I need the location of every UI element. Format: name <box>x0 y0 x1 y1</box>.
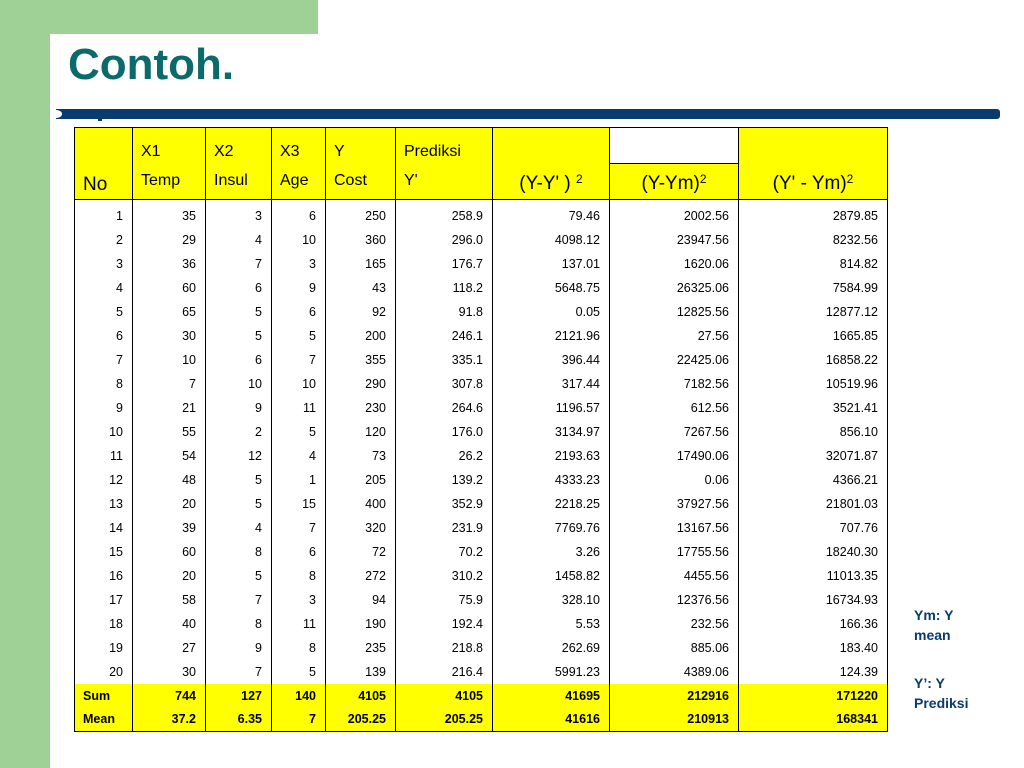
table-row <box>75 468 888 492</box>
cell-x1-temp: 7 <box>133 372 206 396</box>
header-total-sq-main: (Y-Ym) <box>641 173 700 194</box>
cell-total-sq: 885.06 <box>610 636 739 660</box>
cell-y-cost: 72 <box>326 540 396 564</box>
header-y <box>326 128 396 200</box>
divider-tip <box>50 110 62 118</box>
cell-y-pred: 246.1 <box>396 324 493 348</box>
cell-x1-temp: 39 <box>133 516 206 540</box>
cell-total-sq: 4389.06 <box>610 660 739 684</box>
cell-regression-sq: 18240.30 <box>739 540 888 564</box>
cell-x3-age: 11 <box>272 612 326 636</box>
mean-cell-residual-sq: 41616 <box>493 708 610 732</box>
cell-x1-temp: 60 <box>133 276 206 300</box>
table-row <box>75 228 888 252</box>
cell-residual-sq: 2121.96 <box>493 324 610 348</box>
cell-total-sq: 612.56 <box>610 396 739 420</box>
header-x2 <box>206 128 272 200</box>
header-prediksi-bottom: Y' <box>404 172 418 189</box>
cell-y-cost: 272 <box>326 564 396 588</box>
mean-cell-regression-sq: 168341 <box>739 708 888 732</box>
cell-no: 6 <box>75 324 133 348</box>
cell-x2-insul: 5 <box>206 468 272 492</box>
cell-x2-insul: 2 <box>206 420 272 444</box>
header-regression-sq-exp: 2 <box>846 172 854 186</box>
cell-regression-sq: 32071.87 <box>739 444 888 468</box>
cell-residual-sq: 396.44 <box>493 348 610 372</box>
cell-no: 14 <box>75 516 133 540</box>
header-prediksi-top: Prediksi <box>404 143 461 160</box>
cell-y-pred: 218.8 <box>396 636 493 660</box>
cell-no: 13 <box>75 492 133 516</box>
sum-cell-x3-age: 140 <box>272 684 326 708</box>
cell-total-sq: 1620.06 <box>610 252 739 276</box>
cell-x2-insul: 5 <box>206 300 272 324</box>
cell-regression-sq: 11013.35 <box>739 564 888 588</box>
cell-y-cost: 92 <box>326 300 396 324</box>
header-no: No <box>75 128 133 200</box>
cell-total-sq: 26325.06 <box>610 276 739 300</box>
note-yprime-line1: Y’: Y <box>914 675 945 691</box>
cell-no: 9 <box>75 396 133 420</box>
cell-regression-sq: 4366.21 <box>739 468 888 492</box>
cell-regression-sq: 183.40 <box>739 636 888 660</box>
cell-y-cost: 120 <box>326 420 396 444</box>
cell-residual-sq: 3134.97 <box>493 420 610 444</box>
cell-regression-sq: 7584.99 <box>739 276 888 300</box>
mean-cell-x1-temp: 37.2 <box>133 708 206 732</box>
header-y-label: Cost <box>334 172 367 189</box>
cell-no: 8 <box>75 372 133 396</box>
table-row <box>75 516 888 540</box>
mean-cell-no: Mean <box>75 708 133 732</box>
cell-regression-sq: 707.76 <box>739 516 888 540</box>
cell-total-sq: 37927.56 <box>610 492 739 516</box>
cell-total-sq: 13167.56 <box>610 516 739 540</box>
cell-no: 16 <box>75 564 133 588</box>
cell-x1-temp: 27 <box>133 636 206 660</box>
cell-y-pred: 75.9 <box>396 588 493 612</box>
cell-y-cost: 360 <box>326 228 396 252</box>
cell-x1-temp: 20 <box>133 492 206 516</box>
sum-row <box>75 684 888 708</box>
cell-y-pred: 310.2 <box>396 564 493 588</box>
table-row <box>75 324 888 348</box>
header-blank-cell <box>610 128 738 164</box>
cell-x3-age: 1 <box>272 468 326 492</box>
cell-regression-sq: 10519.96 <box>739 372 888 396</box>
cell-residual-sq: 7769.76 <box>493 516 610 540</box>
table-row <box>75 396 888 420</box>
cell-x1-temp: 20 <box>133 564 206 588</box>
cell-no: 1 <box>75 200 133 228</box>
cell-x3-age: 11 <box>272 396 326 420</box>
cell-total-sq: 23947.56 <box>610 228 739 252</box>
note-ym-line1: Ym: Y <box>914 607 954 623</box>
cell-x2-insul: 3 <box>206 200 272 228</box>
table-row <box>75 348 888 372</box>
cell-residual-sq: 0.05 <box>493 300 610 324</box>
cell-y-pred: 70.2 <box>396 540 493 564</box>
cell-x1-temp: 54 <box>133 444 206 468</box>
cell-x3-age: 7 <box>272 516 326 540</box>
header-y-code: Y <box>334 143 345 160</box>
header-regression-sq-main: (Y' - Ym) <box>772 173 847 194</box>
sum-cell-residual-sq: 41695 <box>493 684 610 708</box>
cell-no: 4 <box>75 276 133 300</box>
cell-x2-insul: 9 <box>206 396 272 420</box>
table-row <box>75 492 888 516</box>
cell-total-sq: 2002.56 <box>610 200 739 228</box>
cell-y-cost: 139 <box>326 660 396 684</box>
cell-x3-age: 9 <box>272 276 326 300</box>
cell-residual-sq: 79.46 <box>493 200 610 228</box>
cell-regression-sq: 16734.93 <box>739 588 888 612</box>
cell-residual-sq: 262.69 <box>493 636 610 660</box>
header-residual-sq <box>493 128 610 200</box>
cell-regression-sq: 124.39 <box>739 660 888 684</box>
cell-x2-insul: 5 <box>206 324 272 348</box>
cell-y-cost: 250 <box>326 200 396 228</box>
cell-y-pred: 231.9 <box>396 516 493 540</box>
cell-x3-age: 5 <box>272 324 326 348</box>
mean-cell-total-sq: 210913 <box>610 708 739 732</box>
cell-x2-insul: 5 <box>206 492 272 516</box>
cell-x3-age: 5 <box>272 420 326 444</box>
cell-total-sq: 7267.56 <box>610 420 739 444</box>
cell-y-pred: 352.9 <box>396 492 493 516</box>
cell-residual-sq: 1196.57 <box>493 396 610 420</box>
cell-no: 11 <box>75 444 133 468</box>
cell-x2-insul: 8 <box>206 612 272 636</box>
cell-residual-sq: 328.10 <box>493 588 610 612</box>
header-regression-sq <box>739 128 888 200</box>
cell-total-sq: 4455.56 <box>610 564 739 588</box>
cell-x1-temp: 58 <box>133 588 206 612</box>
cell-x2-insul: 6 <box>206 348 272 372</box>
cell-residual-sq: 317.44 <box>493 372 610 396</box>
cell-total-sq: 17490.06 <box>610 444 739 468</box>
cell-x3-age: 10 <box>272 228 326 252</box>
cell-regression-sq: 16858.22 <box>739 348 888 372</box>
cell-x2-insul: 8 <box>206 540 272 564</box>
cell-x3-age: 8 <box>272 636 326 660</box>
cell-y-cost: 235 <box>326 636 396 660</box>
sum-cell-x1-temp: 744 <box>133 684 206 708</box>
cell-y-cost: 205 <box>326 468 396 492</box>
cell-y-cost: 290 <box>326 372 396 396</box>
table-row <box>75 564 888 588</box>
regression-table <box>74 127 888 732</box>
cell-regression-sq: 12877.12 <box>739 300 888 324</box>
cell-x2-insul: 6 <box>206 276 272 300</box>
header-x1 <box>133 128 206 200</box>
mean-cell-x3-age: 7 <box>272 708 326 732</box>
mean-cell-x2-insul: 6.35 <box>206 708 272 732</box>
cell-x1-temp: 30 <box>133 324 206 348</box>
header-total-sq <box>610 128 739 200</box>
cell-no: 18 <box>75 612 133 636</box>
header-x3 <box>272 128 326 200</box>
cell-x3-age: 6 <box>272 540 326 564</box>
cell-no: 3 <box>75 252 133 276</box>
cell-y-pred: 139.2 <box>396 468 493 492</box>
cell-y-cost: 94 <box>326 588 396 612</box>
cell-total-sq: 17755.56 <box>610 540 739 564</box>
table-row <box>75 300 888 324</box>
table-row <box>75 252 888 276</box>
cell-residual-sq: 4333.23 <box>493 468 610 492</box>
sum-cell-regression-sq: 171220 <box>739 684 888 708</box>
cell-x3-age: 15 <box>272 492 326 516</box>
cell-x2-insul: 7 <box>206 588 272 612</box>
cell-y-cost: 230 <box>326 396 396 420</box>
cell-x2-insul: 12 <box>206 444 272 468</box>
cell-x1-temp: 40 <box>133 612 206 636</box>
table-row <box>75 540 888 564</box>
cell-y-cost: 73 <box>326 444 396 468</box>
cell-y-pred: 307.8 <box>396 372 493 396</box>
header-total-sq-exp: 2 <box>699 172 707 186</box>
cell-y-pred: 118.2 <box>396 276 493 300</box>
cell-no: 12 <box>75 468 133 492</box>
header-x1-label: Temp <box>141 172 181 189</box>
slide-title: Contoh. <box>68 40 235 89</box>
cell-y-cost: 200 <box>326 324 396 348</box>
header-x2-label: Insul <box>214 172 248 189</box>
cell-residual-sq: 5.53 <box>493 612 610 636</box>
cell-x1-temp: 30 <box>133 660 206 684</box>
cell-no: 7 <box>75 348 133 372</box>
title-divider <box>56 109 1000 119</box>
cell-x2-insul: 7 <box>206 252 272 276</box>
cell-residual-sq: 2218.25 <box>493 492 610 516</box>
cell-regression-sq: 2879.85 <box>739 200 888 228</box>
cell-x1-temp: 21 <box>133 396 206 420</box>
cell-y-cost: 400 <box>326 492 396 516</box>
cell-x3-age: 6 <box>272 200 326 228</box>
left-accent-bar <box>0 0 50 768</box>
note-ym-line2: mean <box>914 627 951 643</box>
cell-x1-temp: 60 <box>133 540 206 564</box>
top-accent-block <box>50 0 318 34</box>
cell-y-pred: 296.0 <box>396 228 493 252</box>
table-row <box>75 588 888 612</box>
cell-x3-age: 5 <box>272 660 326 684</box>
cell-y-pred: 258.9 <box>396 200 493 228</box>
cell-regression-sq: 1665.85 <box>739 324 888 348</box>
sum-cell-total-sq: 212916 <box>610 684 739 708</box>
cell-x3-age: 4 <box>272 444 326 468</box>
header-prediksi <box>396 128 493 200</box>
sum-cell-no: Sum <box>75 684 133 708</box>
note-yprime <box>914 673 1014 713</box>
divider-tick <box>98 119 102 121</box>
table-row <box>75 420 888 444</box>
cell-x2-insul: 9 <box>206 636 272 660</box>
cell-total-sq: 12825.56 <box>610 300 739 324</box>
cell-total-sq: 22425.06 <box>610 348 739 372</box>
cell-x1-temp: 35 <box>133 200 206 228</box>
header-x2-code: X2 <box>214 143 234 160</box>
table-header-row <box>75 128 888 200</box>
mean-cell-y-cost: 205.25 <box>326 708 396 732</box>
cell-no: 5 <box>75 300 133 324</box>
cell-x1-temp: 10 <box>133 348 206 372</box>
cell-total-sq: 7182.56 <box>610 372 739 396</box>
cell-y-cost: 320 <box>326 516 396 540</box>
cell-residual-sq: 2193.63 <box>493 444 610 468</box>
table-row <box>75 372 888 396</box>
mean-cell-y-pred: 205.25 <box>396 708 493 732</box>
cell-x3-age: 3 <box>272 252 326 276</box>
cell-y-pred: 91.8 <box>396 300 493 324</box>
cell-residual-sq: 4098.12 <box>493 228 610 252</box>
cell-y-cost: 190 <box>326 612 396 636</box>
cell-x2-insul: 5 <box>206 564 272 588</box>
cell-y-cost: 355 <box>326 348 396 372</box>
header-x3-code: X3 <box>280 143 300 160</box>
table-row <box>75 636 888 660</box>
cell-total-sq: 12376.56 <box>610 588 739 612</box>
cell-regression-sq: 166.36 <box>739 612 888 636</box>
cell-y-pred: 26.2 <box>396 444 493 468</box>
cell-x3-age: 7 <box>272 348 326 372</box>
cell-regression-sq: 3521.41 <box>739 396 888 420</box>
cell-no: 15 <box>75 540 133 564</box>
cell-x3-age: 10 <box>272 372 326 396</box>
cell-regression-sq: 856.10 <box>739 420 888 444</box>
mean-row <box>75 708 888 732</box>
cell-x1-temp: 48 <box>133 468 206 492</box>
cell-total-sq: 0.06 <box>610 468 739 492</box>
sum-cell-y-cost: 4105 <box>326 684 396 708</box>
table-row <box>75 612 888 636</box>
cell-residual-sq: 3.26 <box>493 540 610 564</box>
cell-y-pred: 176.0 <box>396 420 493 444</box>
cell-no: 17 <box>75 588 133 612</box>
cell-residual-sq: 137.01 <box>493 252 610 276</box>
cell-regression-sq: 814.82 <box>739 252 888 276</box>
cell-x3-age: 6 <box>272 300 326 324</box>
note-yprime-line2: Prediksi <box>914 695 969 711</box>
header-x3-label: Age <box>280 172 309 189</box>
cell-regression-sq: 8232.56 <box>739 228 888 252</box>
cell-no: 2 <box>75 228 133 252</box>
cell-y-cost: 165 <box>326 252 396 276</box>
header-residual-sq-exp: 2 <box>576 172 583 186</box>
cell-residual-sq: 5648.75 <box>493 276 610 300</box>
cell-y-pred: 335.1 <box>396 348 493 372</box>
cell-x3-age: 8 <box>272 564 326 588</box>
cell-no: 10 <box>75 420 133 444</box>
cell-x1-temp: 55 <box>133 420 206 444</box>
cell-regression-sq: 21801.03 <box>739 492 888 516</box>
cell-x1-temp: 29 <box>133 228 206 252</box>
cell-y-pred: 264.6 <box>396 396 493 420</box>
cell-y-pred: 176.7 <box>396 252 493 276</box>
sum-cell-x2-insul: 127 <box>206 684 272 708</box>
header-residual-sq-main: (Y-Y' ) <box>519 173 571 194</box>
cell-residual-sq: 5991.23 <box>493 660 610 684</box>
cell-total-sq: 232.56 <box>610 612 739 636</box>
cell-x2-insul: 4 <box>206 516 272 540</box>
cell-x2-insul: 4 <box>206 228 272 252</box>
cell-y-cost: 43 <box>326 276 396 300</box>
cell-no: 19 <box>75 636 133 660</box>
cell-x1-temp: 65 <box>133 300 206 324</box>
cell-total-sq: 27.56 <box>610 324 739 348</box>
cell-y-pred: 216.4 <box>396 660 493 684</box>
table-row <box>75 660 888 684</box>
table-row <box>75 276 888 300</box>
table-row <box>75 444 888 468</box>
cell-residual-sq: 1458.82 <box>493 564 610 588</box>
header-x1-code: X1 <box>141 143 161 160</box>
cell-y-pred: 192.4 <box>396 612 493 636</box>
cell-no: 20 <box>75 660 133 684</box>
cell-x3-age: 3 <box>272 588 326 612</box>
cell-x2-insul: 7 <box>206 660 272 684</box>
cell-x2-insul: 10 <box>206 372 272 396</box>
note-ym <box>914 605 1014 645</box>
sum-cell-y-pred: 4105 <box>396 684 493 708</box>
cell-x1-temp: 36 <box>133 252 206 276</box>
table-row <box>75 200 888 228</box>
